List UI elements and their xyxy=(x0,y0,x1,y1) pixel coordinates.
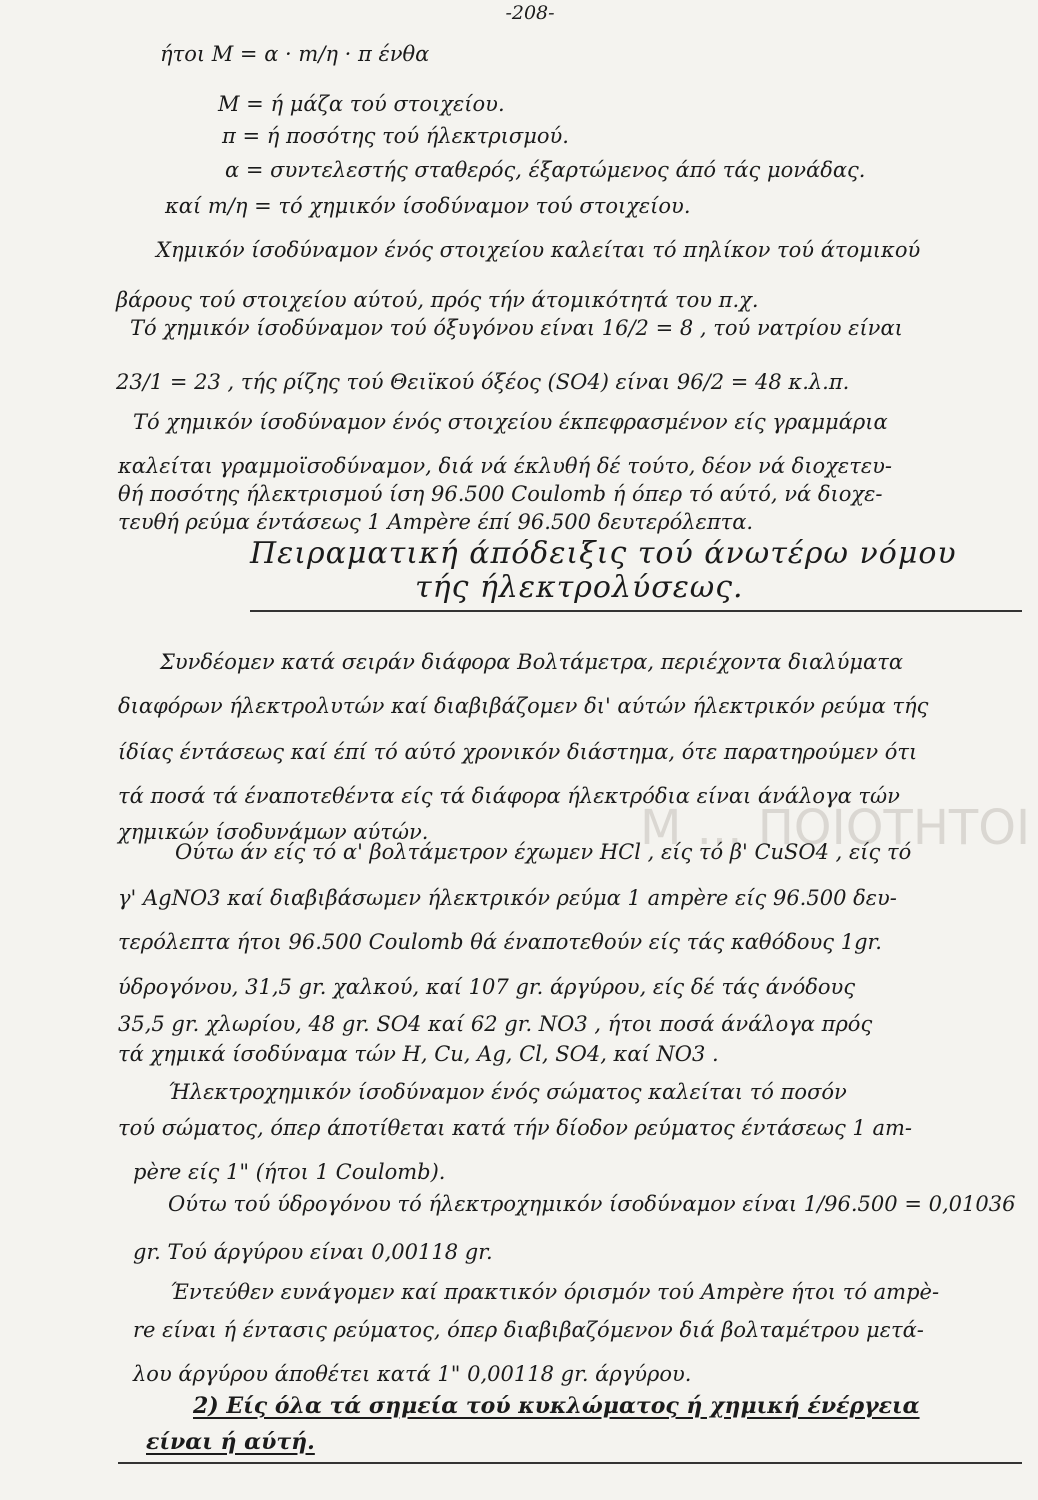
definition-line: Χημικόν ίσοδύναμον ένός στοιχείου καλείται τό πηλίκον τού άτομικού xyxy=(156,238,921,262)
text-line: Ούτω άν είς τό α' βολτάμετρον έχωμεν HCl , είς τό β' CuSO4 , είς τό xyxy=(175,840,912,864)
text-line: α = συντελεστής σταθερός, έξαρτώμενος άπό τάς μονάδας. xyxy=(225,158,866,182)
numbered-point: 2) Είς όλα τά σημεία τού κυκλώματος ή χημική ένέργεια xyxy=(193,1393,920,1419)
text-line: ίδίας έντάσεως καί έπί τό αύτό χρονικόν διάστημα, ότε παρατηρούμεν ότι xyxy=(118,740,918,764)
text-line: διαφόρων ήλεκτρολυτών καί διαβιβάζομεν δι' αύτών ήλεκτρικόν ρεύμα τής xyxy=(118,694,929,718)
text-line: καί m/η = τό χημικόν ίσοδύναμον τού στοιχείου. xyxy=(165,194,691,218)
text-line: τά χημικά ίσοδύναμα τών H, Cu, Ag, Cl, SO4, καί NO3 . xyxy=(118,1042,719,1066)
numbered-point: είναι ή αύτή. xyxy=(146,1429,315,1455)
text-line: ύδρογόνου, 31,5 gr. χαλκού, καί 107 gr. άργύρου, είς δέ τάς άνόδους xyxy=(118,975,856,999)
text-line: π = ή ποσότης τού ήλεκτρισμού. xyxy=(222,124,569,148)
text-line: τερόλεπτα ήτοι 96.500 Coulomb θά έναποτεθούν είς τάς καθόδους 1gr. xyxy=(118,930,882,954)
text-line: τευθή ρεύμα έντάσεως 1 Ampère έπί 96.500 δευτερόλεπτα. xyxy=(118,510,754,534)
text-line: M = ή μάζα τού στοιχείου. xyxy=(218,92,505,116)
text-line: Τό χημικόν ίσοδύναμον τού όξυγόνου είναι 16/2 = 8 , τού νατρίου είναι xyxy=(130,316,903,340)
text-line: ήτοι M = α · m/η · π ένθα xyxy=(160,42,430,66)
text-line: λου άργύρου άποθέτει κατά 1" 0,00118 gr. άργύρου. xyxy=(133,1362,692,1386)
text-line: καλείται γραμμοϊσοδύναμον, διά νά έκλυθή δέ τούτο, δέον νά διοχετευ- xyxy=(118,454,892,478)
text-line: Τό χημικόν ίσοδύναμον ένός στοιχείου έκπεφρασμένον είς γραμμάρια xyxy=(133,410,888,434)
bottom-rule xyxy=(118,1462,1022,1464)
text-line: γ' AgNO3 καί διαβιβάσωμεν ήλεκτρικόν ρεύμα 1 ampère είς 96.500 δευ- xyxy=(118,886,897,910)
text-line: Έντεύθεν ευνάγομεν καί πρακτικόν όρισμόν τού Ampère ήτοι τό ampè- xyxy=(170,1280,940,1304)
text-line: 35,5 gr. χλωρίου, 48 gr. SO4 καί 62 gr. NO3 , ήτοι ποσά άνάλογα πρός xyxy=(118,1012,873,1036)
text-line: Ούτω τού ύδρογόνου τό ήλεκτροχημικόν ίσοδύναμον είναι 1/96.500 = 0,01036 xyxy=(168,1192,1016,1216)
text-line: τά ποσά τά έναποτεθέντα είς τά διάφορα ήλεκτρόδια είναι άνάλογα τών xyxy=(118,784,900,808)
text-line: θή ποσότης ήλεκτρισμού ίση 96.500 Coulomb ή όπερ τό αύτό, νά διοχε- xyxy=(118,482,883,506)
section-divider xyxy=(250,610,1022,612)
text-line: 23/1 = 23 , τής ρίζης τού Θειϊκού όξέος (SO4) είναι 96/2 = 48 κ.λ.π. xyxy=(116,370,850,394)
text-line: χημικών ίσοδυνάμων αύτών. xyxy=(118,820,429,844)
text-line: Συνδέομεν κατά σειράν διάφορα Βολτάμετρα, περιέχοντα διαλύματα xyxy=(160,650,904,674)
text-line: re είναι ή έντασις ρεύματος, όπερ διαβιβαζόμενον διά βολταμέτρου μετά- xyxy=(133,1318,924,1342)
section-heading: Πειραματική άπόδειξις τού άνωτέρω νόμου xyxy=(250,536,957,571)
section-heading: τής ήλεκτρολύσεως. xyxy=(415,570,744,605)
text-line: gr. Τού άργύρου είναι 0,00118 gr. xyxy=(133,1240,493,1264)
bleed-through-text: Μ ... ΠΟΙΟΤΗΤΟΙ xyxy=(640,800,1031,856)
text-line: τού σώματος, όπερ άποτίθεται κατά τήν δίοδον ρεύματος έντάσεως 1 am- xyxy=(118,1116,912,1140)
text-line: βάρους τού στοιχείου αύτού, πρός τήν άτομικότητά του π.χ. xyxy=(116,288,759,312)
text-line: père είς 1" (ήτοι 1 Coulomb). xyxy=(133,1160,446,1184)
definition-line: Ήλεκτροχημικόν ίσοδύναμον ένός σώματος καλείται τό ποσόν xyxy=(168,1080,847,1104)
page-number: -208- xyxy=(505,2,555,24)
